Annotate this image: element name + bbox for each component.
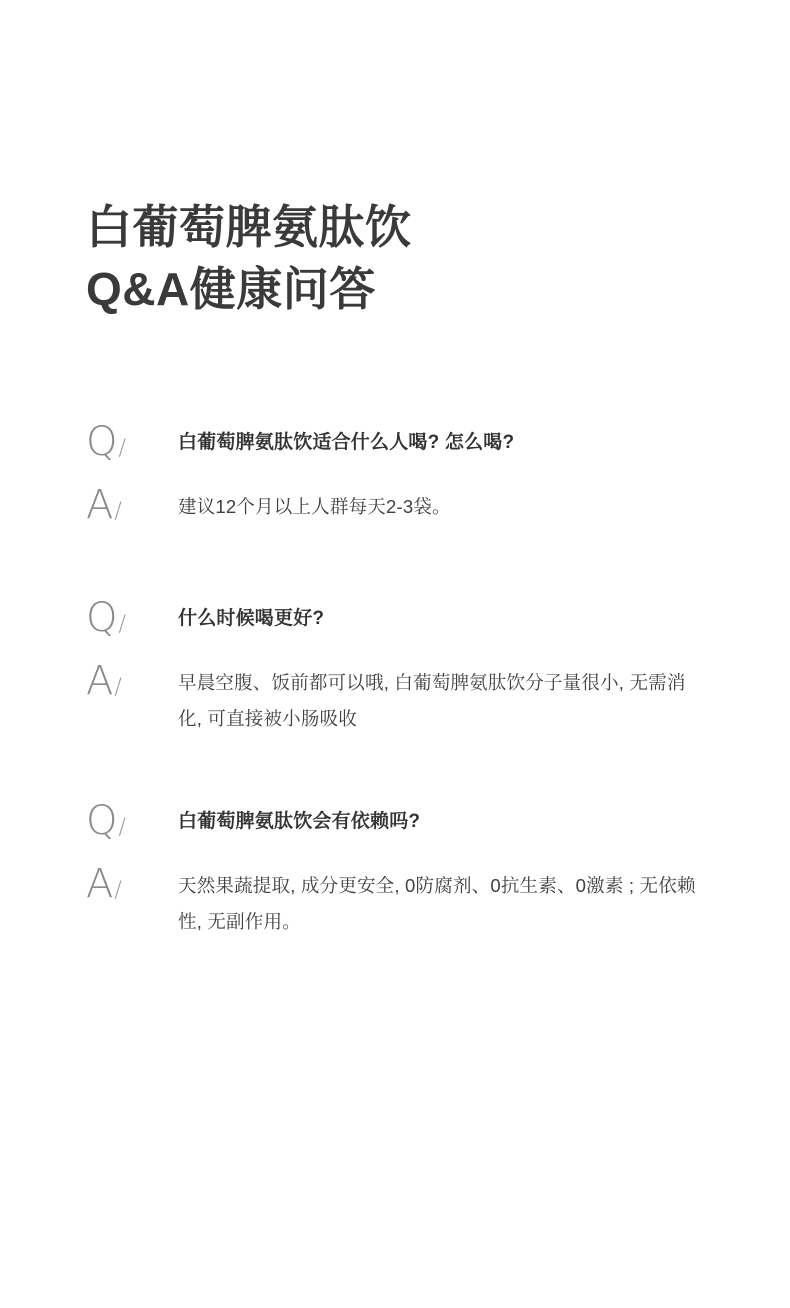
qa-answer-text: 早晨空腹、饭前都可以哦, 白葡萄脾氨肽饮分子量很小, 无需消化, 可直接被小肠吸收 <box>178 672 686 729</box>
answer-marker-letter: A <box>86 861 114 907</box>
page-title-line-2: Q&A健康问答 <box>86 263 376 315</box>
question-marker <box>86 596 178 647</box>
question-marker <box>86 799 178 850</box>
answer-marker-slash: / <box>114 499 122 524</box>
qa-question-row <box>86 799 706 850</box>
answer-marker <box>86 483 178 534</box>
qa-answer-row <box>86 862 706 940</box>
qa-question-row <box>86 596 706 647</box>
question-marker-slash: / <box>118 436 126 461</box>
question-marker-letter: Q <box>86 595 118 641</box>
question-marker-slash: / <box>118 612 126 637</box>
answer-marker-slash: / <box>114 878 122 903</box>
qa-item <box>86 799 706 940</box>
qa-question-text: 白葡萄脾氨肽饮会有依赖吗? <box>178 811 421 832</box>
qa-item <box>86 596 706 737</box>
question-marker <box>86 420 178 471</box>
answer-marker <box>86 659 178 710</box>
qa-item <box>86 420 706 534</box>
qa-answer-row <box>86 659 706 737</box>
page-title <box>86 196 706 320</box>
question-marker-letter: Q <box>86 798 118 844</box>
qa-answer-text: 天然果蔬提取, 成分更安全, 0防腐剂、0抗生素、0激素 ; 无依赖性, 无副作用。 <box>178 875 696 932</box>
question-marker-letter: Q <box>86 419 118 465</box>
answer-marker-slash: / <box>114 675 122 700</box>
question-marker-slash: / <box>118 815 126 840</box>
qa-answer-row <box>86 483 706 534</box>
answer-marker-letter: A <box>86 658 114 704</box>
qa-question-text: 什么时候喝更好? <box>178 608 325 629</box>
page-title-line-1: 白葡萄脾氨肽饮 <box>86 201 412 253</box>
answer-marker <box>86 862 178 913</box>
qa-answer-text: 建议12个月以上人群每天2-3袋。 <box>178 496 451 517</box>
qa-list <box>86 420 706 1002</box>
qa-question-text: 白葡萄脾氨肽饮适合什么人喝? 怎么喝? <box>178 432 515 453</box>
qa-question-row <box>86 420 706 471</box>
answer-marker-letter: A <box>86 482 114 528</box>
